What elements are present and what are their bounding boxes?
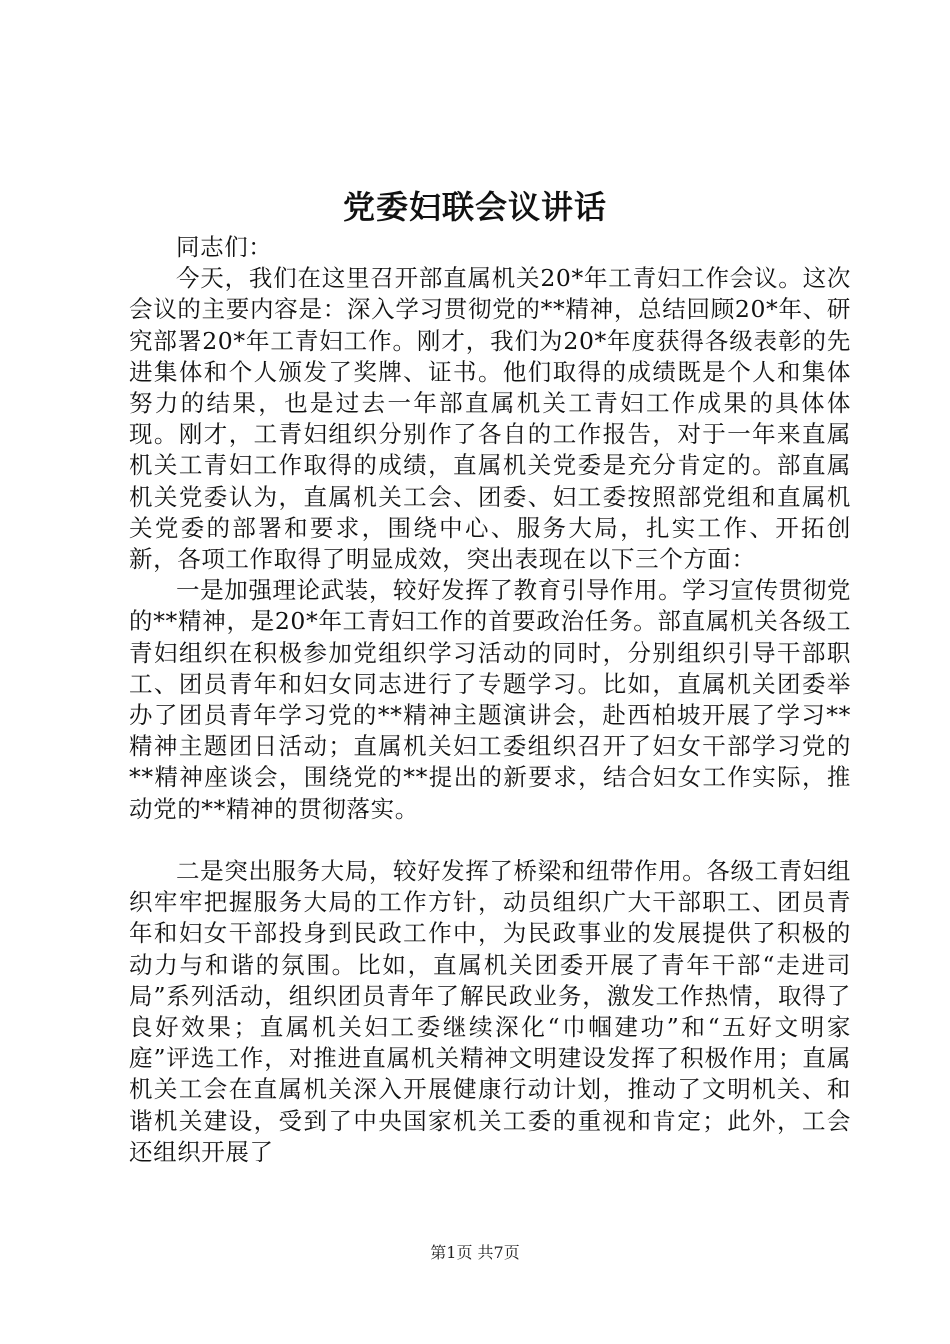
- salutation: 同志们：: [176, 233, 273, 261]
- paragraph-point-two: 二是突出服务大局，较好发挥了桥梁和纽带作用。各级工青妇组织牢牢把握服务大局的工作方针，动员组织广大干部职工、团员青年和妇女干部投身到民政工作中，为民政事业的发展提供了积极的动力与和谐的氛围。比如，直属机关团委开展了青年干部“走进司局”系列活动，组织团员青年了解民政业务，激发工作热情，取得了良好效果；直属机关妇工委继续深化“巾帼建功”和“五好文明家庭”评选工作，对推进直属机关精神文明建设发挥了积极作用；直属机关工会在直属机关深入开展健康行动计划，推动了文明机关、和谐机关建设，受到了中央国家机关工委的重视和肯定；此外，工会还组织开展了: [129, 857, 851, 1166]
- page-number-footer: 第1页 共7页: [430, 1243, 520, 1262]
- document-title: 党委妇联会议讲话: [342, 188, 607, 226]
- paragraph-intro: 今天，我们在这里召开部直属机关20*年工青妇工作会议。这次会议的主要内容是：深入学习贯彻党的**精神，总结回顾20*年、研究部署20*年工青妇工作。刚才，我们为20*年度获得各级表彰的先进集体和个人颁发了奖牌、证书。他们取得的成绩既是个人和集体努力的结果，也是过去一年部直属机关工青妇工作成果的具体体现。刚才，工青妇组织分别作了各自的工作报告，对于一年来直属机关工青妇工作取得的成绩，直属机关党委是充分肯定的。部直属机关党委认为，直属机关工会、团委、妇工委按照部党组和直属机关党委的部署和要求，围绕中心、服务大局，扎实工作、开拓创新，各项工作取得了明显成效，突出表现在以下三个方面：: [129, 264, 851, 574]
- document-body: [129, 232, 851, 1168]
- paragraph-point-one: 一是加强理论武装，较好发挥了教育引导作用。学习宣传贯彻党的**精神，是20*年工青妇工作的首要政治任务。部直属机关各级工青妇组织在积极参加党组织学习活动的同时，分别组织引导干部职工、团员青年和妇女同志进行了专题学习。比如，直属机关团委举办了团员青年学习党的**精神主题演讲会，赴西柏坡开展了学习**精神主题团日活动；直属机关妇工委组织召开了妇女干部学习党的**精神座谈会，围绕党的**提出的新要求，结合妇女工作实际，推动党的**精神的贯彻落实。: [129, 576, 851, 823]
